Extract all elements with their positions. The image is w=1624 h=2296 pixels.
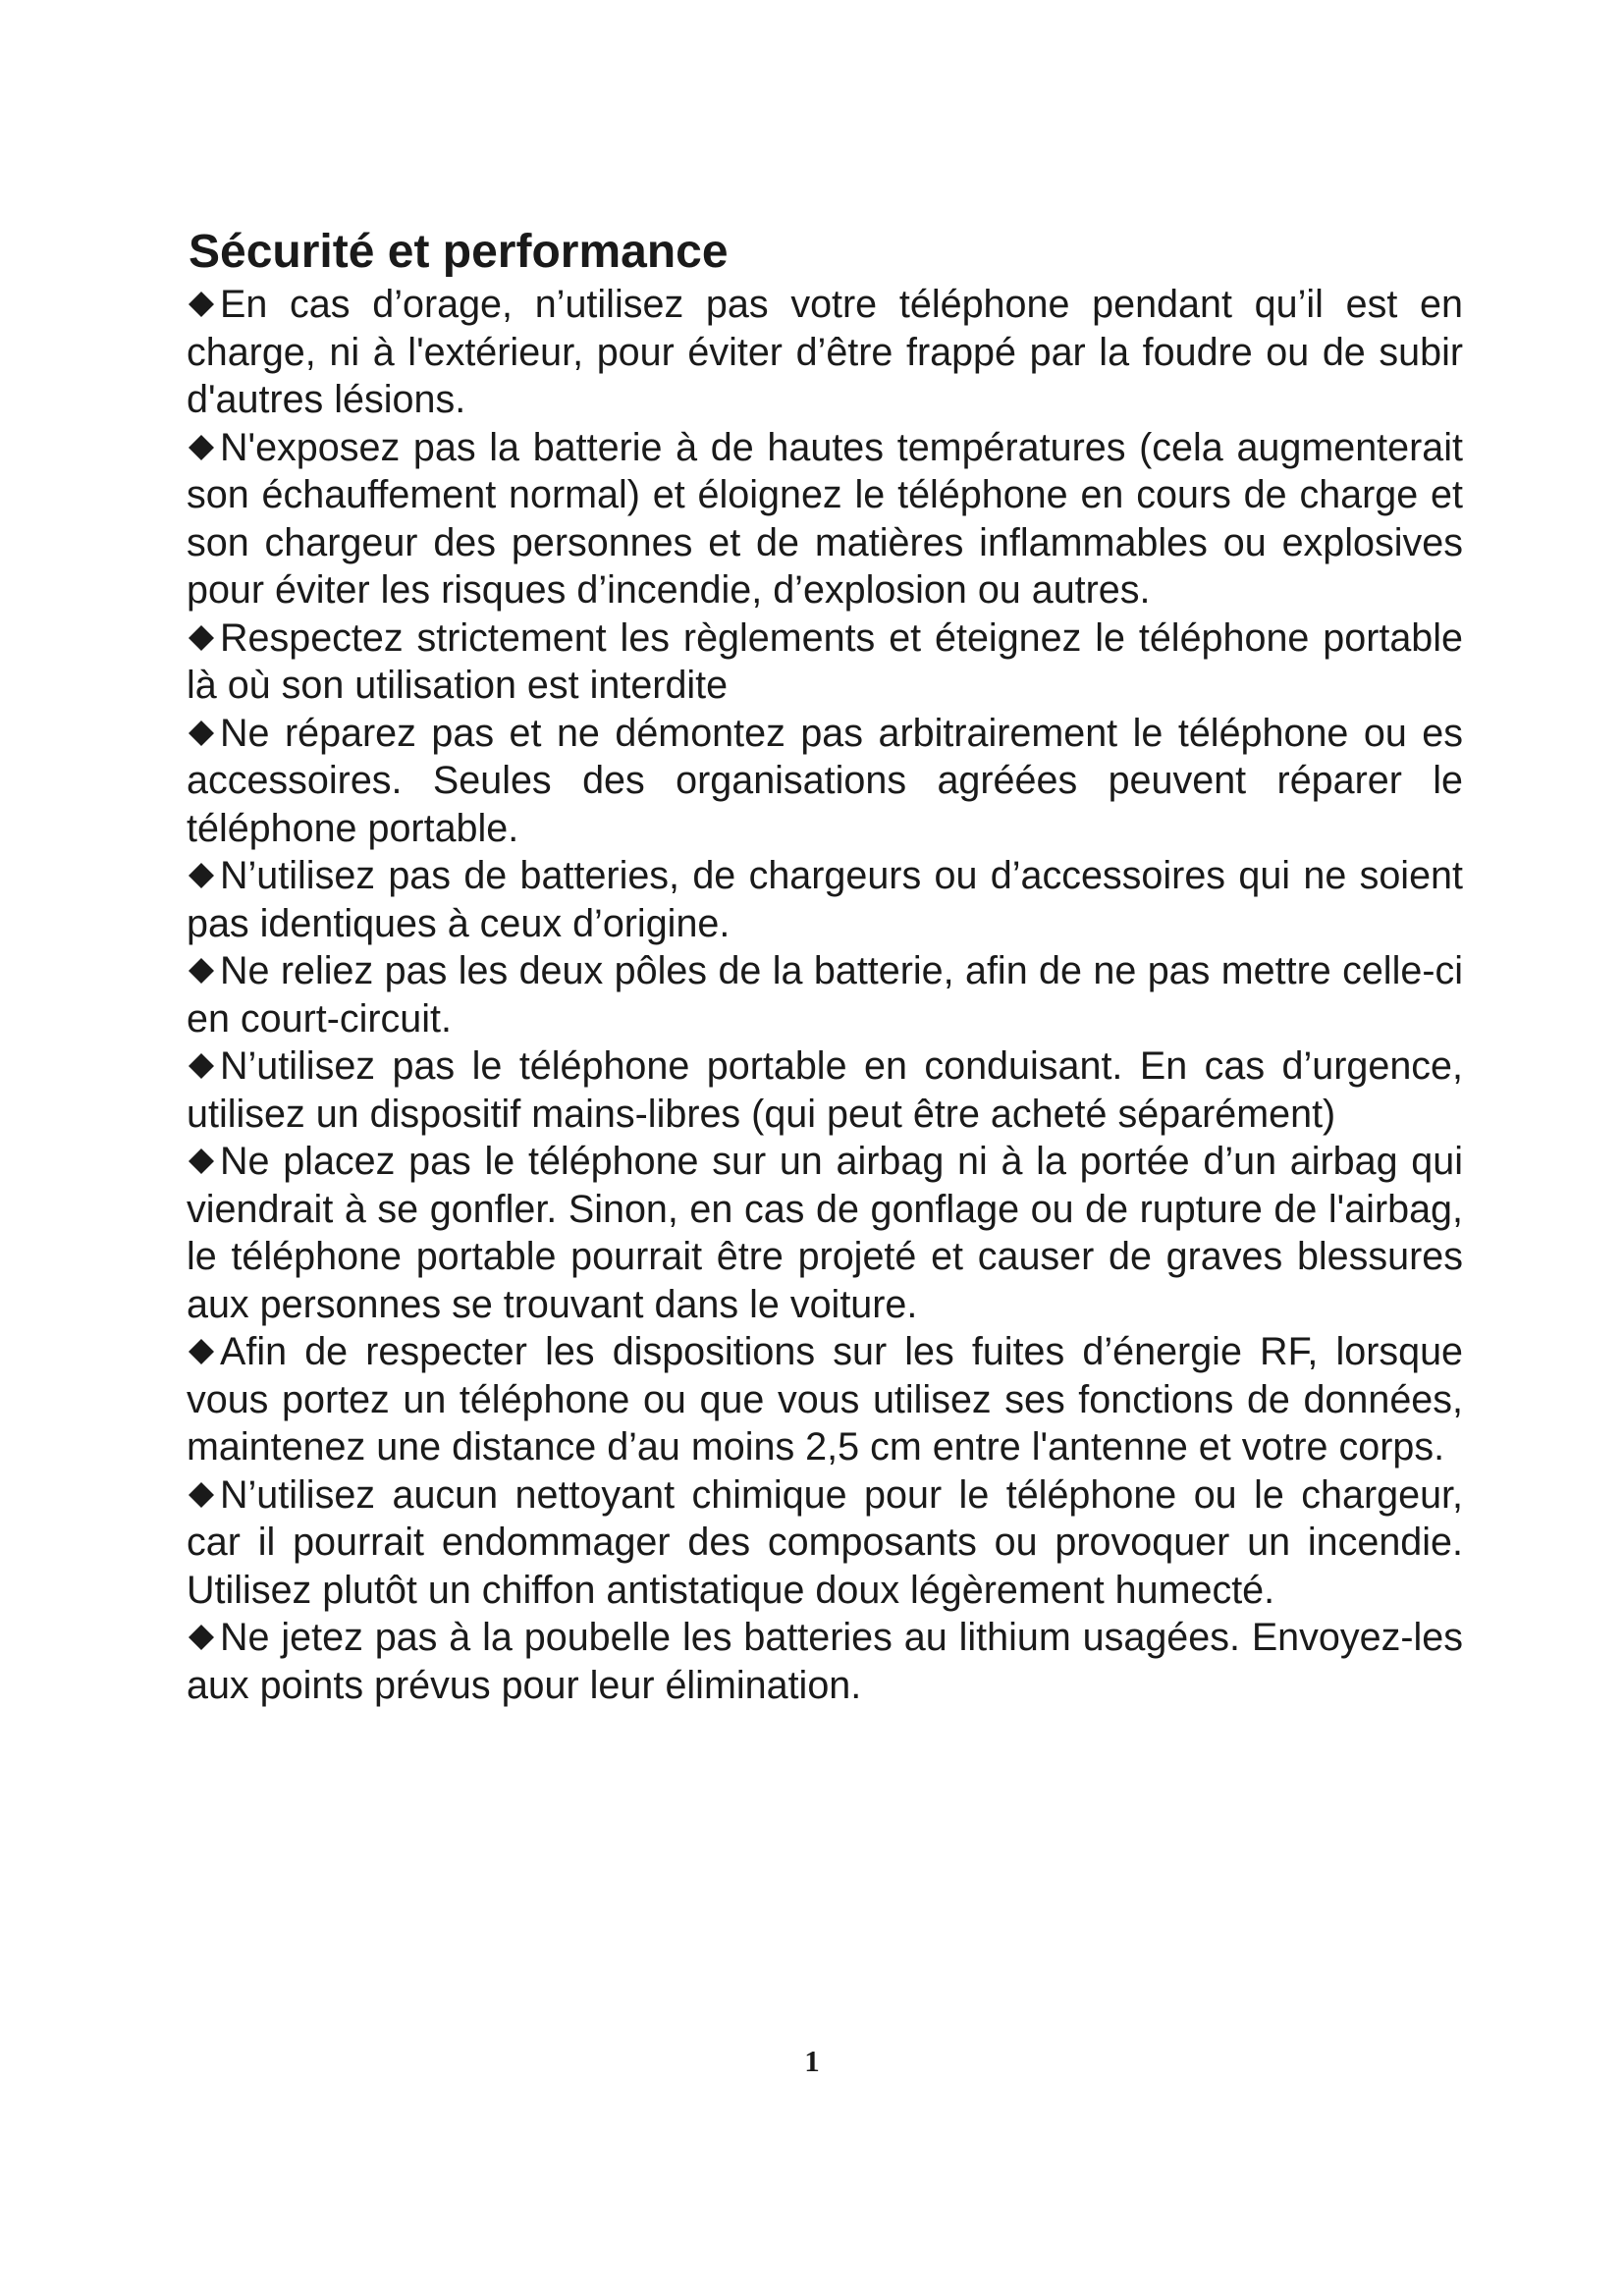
safety-item-text: Ne jetez pas à la poubelle les batteries au lithium usagées. Envoyez-les aux points prévus pour leur élimination. (187, 1616, 1463, 1707)
safety-item (187, 424, 1463, 614)
diamond-bullet-icon (187, 433, 216, 462)
safety-item (187, 281, 1463, 424)
page-number: 1 (804, 2044, 820, 2078)
diamond-bullet-icon (187, 1623, 216, 1652)
safety-item-text: N’utilisez aucun nettoyant chimique pour le téléphone ou le chargeur, car il pourrait endommager des composants ou provoquer un incendie. Utilisez plutôt un chiffon antistatique doux légèrement humecté. (187, 1472, 1463, 1612)
diamond-bullet-icon (187, 719, 216, 748)
diamond-bullet-icon (187, 1337, 216, 1366)
safety-item-text: N’utilisez pas le téléphone portable en conduisant. En cas d’urgence, utilisez un dispositif mains-libres (qui peut être acheté séparément) (187, 1044, 1463, 1136)
safety-item-text: N’utilisez pas de batteries, de chargeurs ou d’accessoires qui ne soient pas identiques à ceux d’origine. (187, 854, 1463, 945)
safety-item (187, 710, 1463, 853)
diamond-bullet-icon (187, 956, 216, 986)
safety-item-text: Ne reliez pas les deux pôles de la batterie, afin de ne pas mettre celle-ci en court-circuit. (187, 949, 1463, 1041)
document-page (187, 224, 1463, 1709)
page-title: Sécurité et performance (189, 226, 729, 278)
diamond-bullet-icon (187, 1051, 216, 1081)
safety-item-text: N'exposez pas la batterie à de hautes températures (cela augmenterait son échauffement normal) et éloignez le téléphone en cours de charge et son chargeur des personnes et de matières inflammables ou explosives pour éviter les risques d’incendie, d’explosion ou autres. (187, 425, 1463, 612)
safety-item-text: Ne réparez pas et ne démontez pas arbitrairement le téléphone ou es accessoires. Seules des organisations agréées peuvent réparer le téléphone portable. (187, 711, 1463, 850)
diamond-bullet-icon (187, 290, 216, 319)
safety-item-text: Afin de respecter les dispositions sur les fuites d’énergie RF, lorsque vous portez un téléphone ou que vous utilisez ses fonctions de données, maintenez une distance d’au moins 2,5 cm entre l'antenne et votre corps. (187, 1330, 1463, 1468)
diamond-bullet-icon (187, 1480, 216, 1510)
safety-item (187, 852, 1463, 947)
diamond-bullet-icon (187, 1147, 216, 1176)
safety-item-text: Ne placez pas le téléphone sur un airbag ni à la portée d’un airbag qui viendrait à se gonfler. Sinon, en cas de gonflage ou de rupture de l'airbag, le téléphone portable pourrait être projeté et causer de graves blessures aux personnes se trouvant dans le voiture. (187, 1140, 1463, 1326)
safety-item (187, 1138, 1463, 1328)
safety-list (187, 281, 1463, 1709)
diamond-bullet-icon (187, 861, 216, 890)
safety-item (187, 614, 1463, 710)
safety-item-text: Respectez strictement les règlements et éteignez le téléphone portable là où son utilisation est interdite (187, 615, 1463, 707)
diamond-bullet-icon (187, 623, 216, 653)
safety-item-text: En cas d’orage, n’utilisez pas votre téléphone pendant qu’il est en charge, ni à l'extérieur, pour éviter d’être frappé par la foudre ou de subir d'autres lésions. (187, 283, 1463, 421)
safety-item (187, 1328, 1463, 1471)
safety-item (187, 1614, 1463, 1709)
safety-item (187, 1042, 1463, 1138)
safety-item (187, 947, 1463, 1042)
safety-item (187, 1471, 1463, 1615)
